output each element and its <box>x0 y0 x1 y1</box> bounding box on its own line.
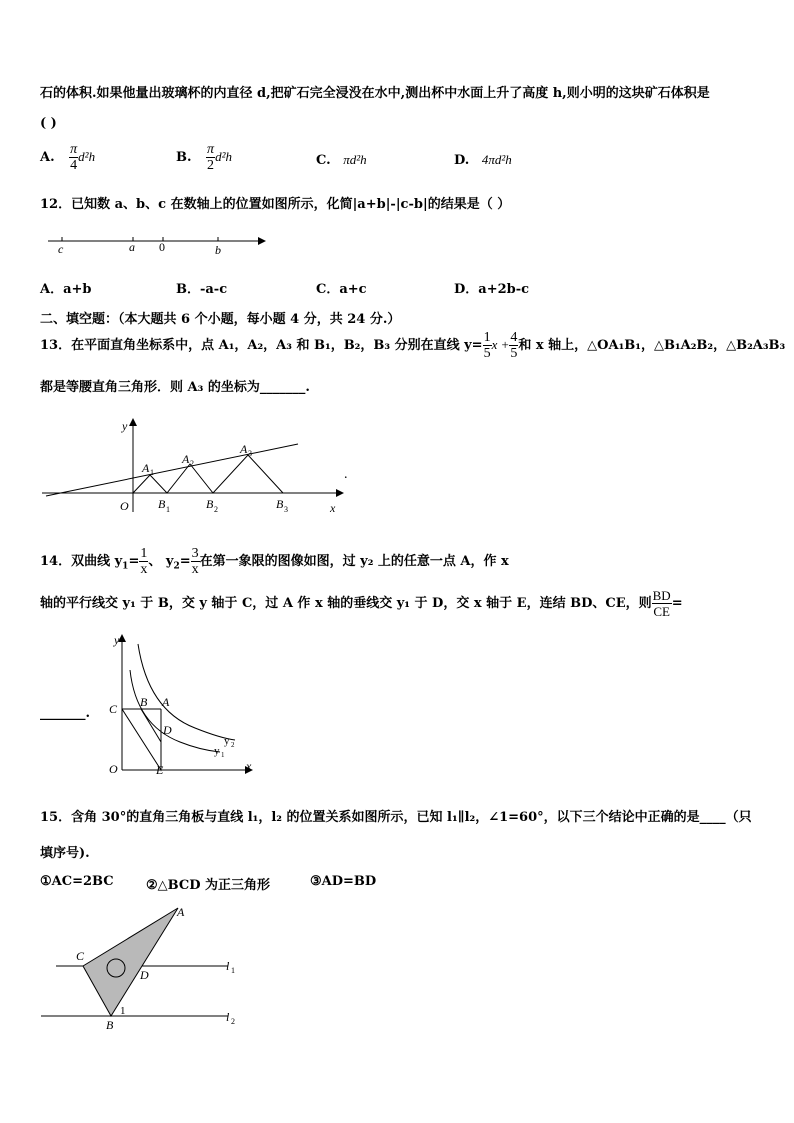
svg-text:y: y <box>224 735 230 747</box>
svg-text:1: 1 <box>150 468 154 477</box>
q13-line1: 13．在平面直角坐标系中，点 A₁，A₂，A₃ 和 B₁，B₂，B₃ 分别在直线 y= $\frac{1}{5}$ x + $\frac{4}{5}$ 和 x 轴上，△OA₁B₁，△B₁A₂B₂，△B₂A₃B₃ <box>40 330 786 361</box>
q12-number-line <box>40 228 270 260</box>
svg-text:1: 1 <box>231 966 235 975</box>
svg-text:y: y <box>214 745 220 757</box>
q12-text: 12．已知数 a、b、c 在数轴上的位置如图所示，化简|a+b|-|c-b|的结果是（ ） <box>40 197 511 212</box>
svg-text:l: l <box>226 959 230 973</box>
svg-text:l: l <box>226 1010 230 1024</box>
q11-option-c: C. πd²h <box>316 152 367 168</box>
svg-text:y: y <box>114 633 120 647</box>
svg-text:1: 1 <box>120 1005 126 1017</box>
svg-text:x: x <box>246 759 252 773</box>
q14-line1: 14．双曲线 $y_1=$ $\frac{1}{x}$ 、 $y_2=$ $\frac{3}{x}$ 在第一象限的图像如图，过 y₂ 上的任意一点 A，作 x <box>40 546 509 577</box>
svg-text:B: B <box>140 695 148 709</box>
svg-text:1: 1 <box>166 505 170 514</box>
svg-text:A: A <box>182 452 190 466</box>
svg-text:2: 2 <box>190 459 194 468</box>
q12-option-a: A．a+b <box>40 282 92 297</box>
svg-text:2: 2 <box>214 505 218 514</box>
svg-text:O: O <box>120 499 129 513</box>
q12-option-d: D．a+2b-c <box>454 282 530 297</box>
q15-line2: 填序号). <box>40 846 90 861</box>
q12-option-b: B．-a-c <box>176 282 228 297</box>
svg-text:A: A <box>177 905 185 919</box>
q14-figure <box>100 630 260 780</box>
q11-answer-bracket: ( ) <box>40 116 57 131</box>
q11-option-a: A. $\frac{\pi}{4}$ d²h <box>40 142 96 173</box>
svg-text:.: . <box>344 467 348 482</box>
svg-text:B: B <box>158 497 166 511</box>
svg-text:A: A <box>240 442 248 456</box>
svg-text:D: D <box>163 723 172 737</box>
svg-text:2: 2 <box>231 1017 235 1026</box>
q15-figure <box>36 900 256 1040</box>
svg-text:y: y <box>122 419 128 433</box>
q15-conclusion-1: ①AC=2BC <box>40 874 114 889</box>
q14-blank: _______. <box>40 706 91 721</box>
svg-text:x: x <box>330 501 336 515</box>
axis-label-c: c <box>58 242 64 256</box>
svg-text:C: C <box>109 702 118 716</box>
svg-text:D: D <box>140 968 149 982</box>
q11-option-b: B. $\frac{\pi}{2}$ d²h <box>176 142 232 173</box>
svg-text:B: B <box>106 1018 114 1032</box>
svg-text:B: B <box>276 497 284 511</box>
q11-text: 石的体积.如果他量出玻璃杯的内直径 d,把矿石完全浸没在水中,测出杯中水面上升了高度 h,则小明的这块矿石体积是 <box>40 86 710 101</box>
q15-conclusion-2: ②△BCD 为正三角形 <box>146 878 271 893</box>
q13-figure <box>36 412 366 520</box>
q15-line1: 15．含角 30°的直角三角板与直线 l₁，l₂ 的位置关系如图所示，已知 l₁∥l₂，∠1=60°，以下三个结论中正确的是____（只 <box>40 810 752 825</box>
axis-label-a: a <box>129 240 135 254</box>
svg-text:C: C <box>76 949 85 963</box>
section-title: 二、填空题：（本大题共 6 个小题，每小题 4 分，共 24 分.） <box>40 312 401 327</box>
svg-text:B: B <box>206 497 214 511</box>
svg-text:1: 1 <box>221 751 225 759</box>
svg-text:3: 3 <box>284 505 288 514</box>
svg-text:O: O <box>109 762 118 776</box>
axis-label-0: 0 <box>159 240 165 254</box>
q13-line2: 都是等腰直角三角形．则 A₃ 的坐标为_______. <box>40 380 310 395</box>
axis-label-b: b <box>215 243 221 257</box>
svg-text:A: A <box>162 695 170 709</box>
svg-text:E: E <box>156 763 164 777</box>
q15-conclusion-3: ③AD=BD <box>310 874 377 889</box>
q12-option-c: C．a+c <box>316 282 367 297</box>
svg-text:A: A <box>142 461 150 475</box>
q14-line2: 轴的平行线交 y₁ 于 B，交 y 轴于 C，过 A 作 x 轴的垂线交 y₁ 于 D，交 x 轴于 E，连结 BD、CE，则 $\frac{BD}{CE}$ = <box>40 588 683 619</box>
q11-option-d: D. 4πd²h <box>454 152 512 168</box>
svg-text:2: 2 <box>231 741 235 749</box>
svg-text:3: 3 <box>248 449 252 458</box>
